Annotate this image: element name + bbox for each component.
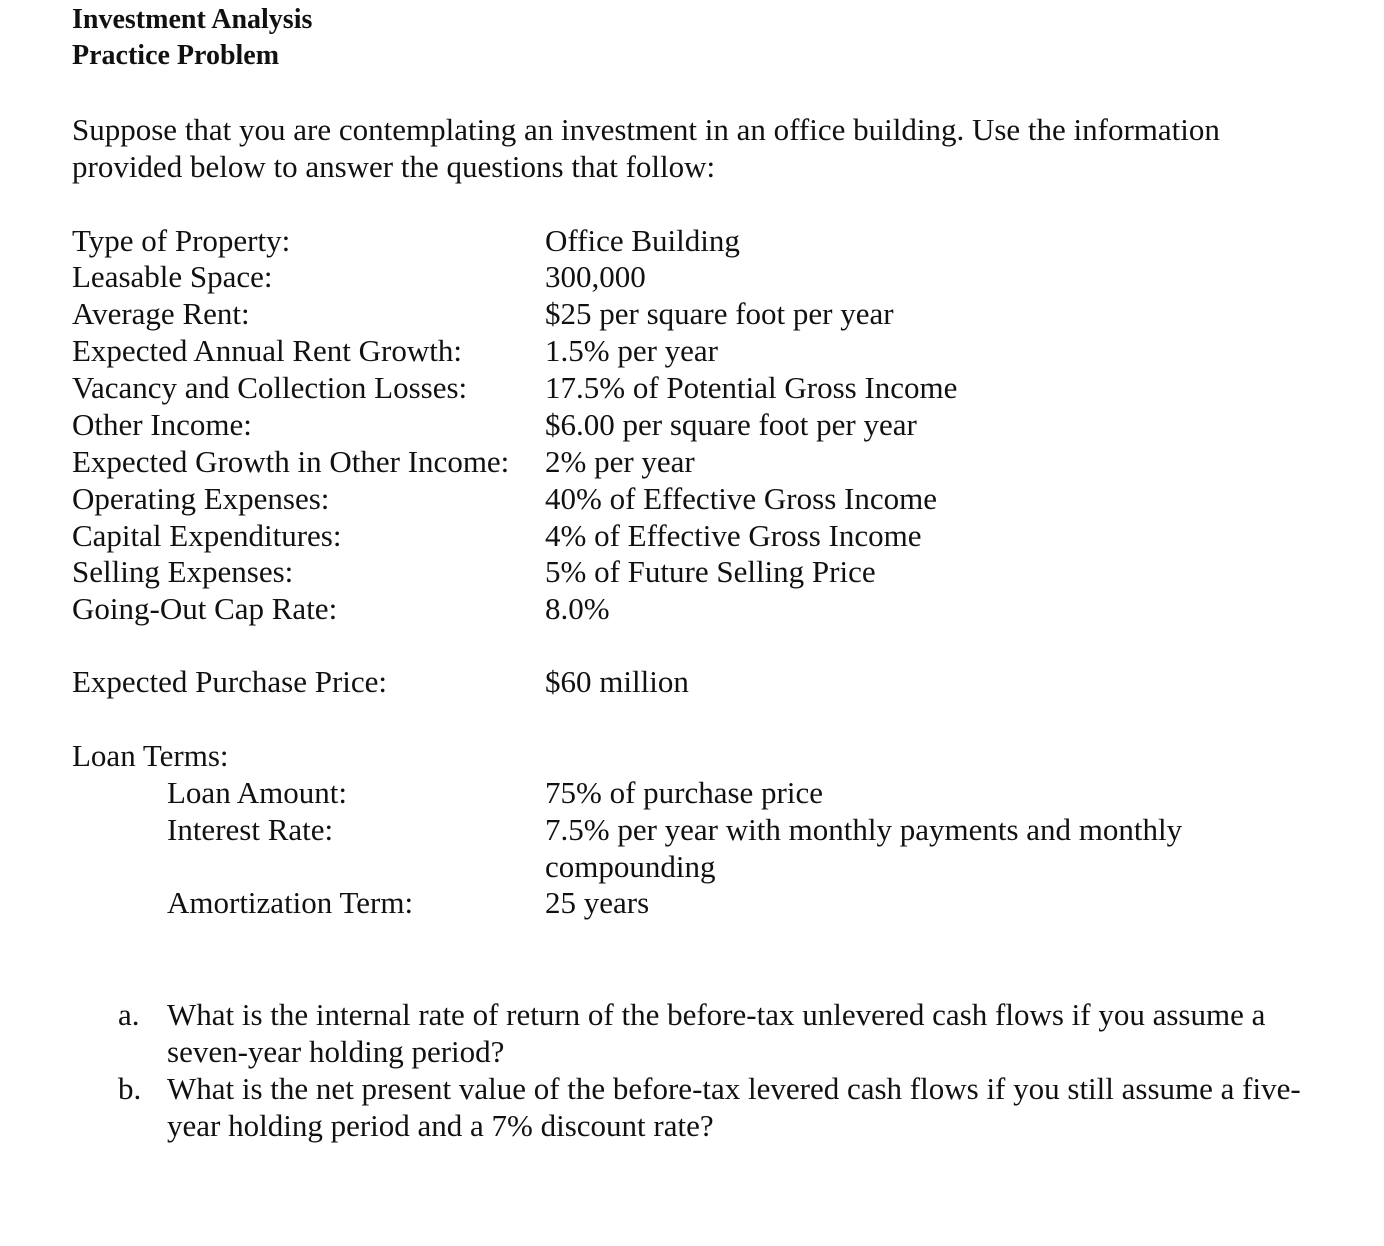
- purchase-price-row: [0, 663, 1384, 700]
- question-text: What is the internal rate of return of the before-tax unlevered cash flows if you assume a seven-year holding period?: [167, 997, 1266, 1069]
- amortization-term-label: Amortization Term:: [167, 885, 414, 920]
- property-row: [0, 258, 1384, 295]
- amortization-term-row: [0, 884, 1384, 921]
- property-value: $6.00 per square foot per year: [545, 407, 917, 442]
- purchase-price-label: Expected Purchase Price:: [72, 664, 388, 699]
- loan-terms-heading-row: [0, 737, 1384, 774]
- property-row: [0, 406, 1384, 443]
- property-label: Capital Expenditures:: [72, 518, 342, 553]
- question-item: [0, 1070, 1317, 1144]
- document-subtitle: Practice Problem: [72, 40, 280, 71]
- property-value: 300,000: [545, 259, 646, 294]
- interest-rate-label: Interest Rate:: [167, 812, 334, 847]
- property-row: [0, 553, 1384, 590]
- property-label: Average Rent:: [72, 296, 250, 331]
- property-row: [0, 295, 1384, 332]
- question-marker: a.: [118, 997, 140, 1032]
- intro-paragraph: Suppose that you are contemplating an investment in an office building. Use the information provided below to answer the questions that follow:: [72, 112, 1220, 184]
- property-value: 5% of Future Selling Price: [545, 554, 876, 589]
- property-value: Office Building: [545, 223, 740, 258]
- question-list: [0, 996, 1384, 1144]
- property-row: [0, 590, 1384, 627]
- property-value: 1.5% per year: [545, 333, 718, 368]
- question-marker: b.: [118, 1071, 142, 1106]
- loan-amount-label: Loan Amount:: [167, 775, 347, 810]
- property-label: Selling Expenses:: [72, 554, 294, 589]
- property-row: [0, 443, 1384, 480]
- property-label: Leasable Space:: [72, 259, 273, 294]
- property-value: 40% of Effective Gross Income: [545, 481, 937, 516]
- property-label: Expected Annual Rent Growth:: [72, 333, 462, 368]
- property-row: [0, 369, 1384, 406]
- property-value: 2% per year: [545, 444, 695, 479]
- property-label: Type of Property:: [72, 223, 291, 258]
- property-row: [0, 517, 1384, 554]
- property-value: $25 per square foot per year: [545, 296, 894, 331]
- property-row: [0, 222, 1384, 259]
- question-text: What is the net present value of the before-tax levered cash flows if you still assume a five-year holding period and a 7% discount rate?: [167, 1071, 1301, 1143]
- property-label: Expected Growth in Other Income:: [72, 444, 510, 479]
- document-title: Investment Analysis: [72, 4, 313, 35]
- loan-amount-value: 75% of purchase price: [545, 775, 824, 810]
- property-label: Operating Expenses:: [72, 481, 330, 516]
- loan-amount-row: [0, 774, 1384, 811]
- property-label: Other Income:: [72, 407, 252, 442]
- property-row: [0, 332, 1384, 369]
- property-label: Vacancy and Collection Losses:: [72, 370, 468, 405]
- interest-rate-value: 7.5% per year with monthly payments and monthly compounding: [545, 812, 1183, 884]
- purchase-price-value: $60 million: [545, 664, 689, 699]
- interest-rate-row: [0, 811, 1384, 884]
- question-item: [0, 996, 1317, 1070]
- property-label: Going-Out Cap Rate:: [72, 591, 338, 626]
- amortization-term-value: 25 years: [545, 885, 650, 920]
- property-row: [0, 480, 1384, 517]
- property-value: 8.0%: [545, 591, 610, 626]
- loan-terms-heading: Loan Terms:: [72, 738, 229, 773]
- property-value: 4% of Effective Gross Income: [545, 518, 922, 553]
- property-value: 17.5% of Potential Gross Income: [545, 370, 958, 405]
